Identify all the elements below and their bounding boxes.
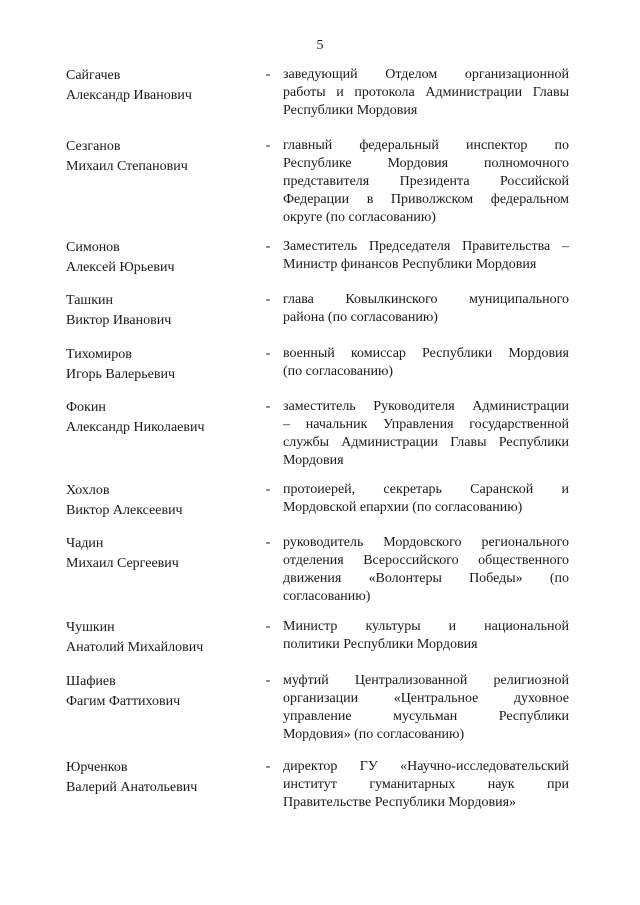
member-name bbox=[66, 345, 251, 385]
page-number: 5 bbox=[316, 38, 324, 53]
position-line: политики Республики Мордовия bbox=[283, 637, 478, 652]
position-line: отделения Всероссийского общественного bbox=[283, 553, 569, 568]
member-position bbox=[283, 534, 569, 606]
member-name bbox=[66, 758, 251, 798]
position-line: военный комиссар Республики Мордовия bbox=[283, 346, 569, 361]
position-line: – начальник Управления государственной bbox=[283, 417, 569, 432]
member-name bbox=[66, 672, 251, 712]
position-line: директор ГУ «Научно-исследовательский bbox=[283, 759, 569, 774]
separator-dash: - bbox=[265, 67, 271, 82]
member-position bbox=[283, 66, 569, 120]
position-line: глава Ковылкинского муниципального bbox=[283, 292, 569, 307]
separator-dash: - bbox=[265, 399, 271, 414]
position-line: движения «Волонтеры Победы» (по bbox=[283, 571, 569, 586]
separator-dash: - bbox=[265, 619, 271, 634]
position-line: Министр культуры и национальной bbox=[283, 619, 569, 634]
member-surname: Симонов bbox=[66, 240, 120, 255]
member-given-names: Александр Николаевич bbox=[66, 420, 205, 435]
position-line: заведующий Отделом организационной bbox=[283, 67, 569, 82]
position-line: Мордовия bbox=[283, 453, 344, 468]
member-position bbox=[283, 398, 569, 470]
position-line: Мордовия» (по согласованию) bbox=[283, 727, 465, 742]
member-given-names: Алексей Юрьевич bbox=[66, 260, 175, 275]
member-surname: Чушкин bbox=[66, 620, 115, 635]
member-position bbox=[283, 481, 569, 517]
separator-dash: - bbox=[265, 292, 271, 307]
separator-dash: - bbox=[265, 138, 271, 153]
member-name bbox=[66, 481, 251, 521]
position-line: муфтий Централизованной религиозной bbox=[283, 673, 569, 688]
position-line: организации «Центральное духовное bbox=[283, 691, 569, 706]
member-name bbox=[66, 398, 251, 438]
member-surname: Ташкин bbox=[66, 293, 113, 308]
separator-dash: - bbox=[265, 346, 271, 361]
member-given-names: Виктор Алексеевич bbox=[66, 503, 183, 518]
member-given-names: Анатолий Михайлович bbox=[66, 640, 204, 655]
member-surname: Хохлов bbox=[66, 483, 110, 498]
position-line: институт гуманитарных наук при bbox=[283, 777, 569, 792]
separator-dash: - bbox=[265, 673, 271, 688]
separator-dash: - bbox=[265, 482, 271, 497]
member-surname: Юрченков bbox=[66, 760, 128, 775]
position-line: руководитель Мордовского регионального bbox=[283, 535, 569, 550]
position-line: Министр финансов Республики Мордовия bbox=[283, 257, 537, 272]
member-surname: Тихомиров bbox=[66, 347, 132, 362]
position-line: Мордовской епархии (по согласованию) bbox=[283, 500, 523, 515]
member-position bbox=[283, 672, 569, 744]
member-surname: Фокин bbox=[66, 400, 106, 415]
member-position bbox=[283, 618, 569, 654]
separator-dash: - bbox=[265, 759, 271, 774]
member-given-names: Виктор Иванович bbox=[66, 313, 172, 328]
member-surname: Сайгачев bbox=[66, 68, 121, 83]
position-line: Федерации в Приволжском федеральном bbox=[283, 192, 569, 207]
position-line: округе (по согласованию) bbox=[283, 210, 436, 225]
member-given-names: Михаил Сергеевич bbox=[66, 556, 179, 571]
member-surname: Сезганов bbox=[66, 139, 121, 154]
member-name bbox=[66, 534, 251, 574]
position-line: протоиерей, секретарь Саранской и bbox=[283, 482, 569, 497]
member-surname: Шафиев bbox=[66, 674, 116, 689]
position-line: управление мусульман Республики bbox=[283, 709, 569, 724]
member-surname: Чадин bbox=[66, 536, 104, 551]
member-given-names: Фагим Фаттихович bbox=[66, 694, 181, 709]
member-position bbox=[283, 238, 569, 274]
separator-dash: - bbox=[265, 535, 271, 550]
position-line: службы Администрации Главы Республики bbox=[283, 435, 569, 450]
position-line: Республике Мордовия полномочного bbox=[283, 156, 569, 171]
member-position bbox=[283, 758, 569, 812]
member-given-names: Александр Иванович bbox=[66, 88, 192, 103]
position-line: согласованию) bbox=[283, 589, 371, 604]
member-name bbox=[66, 66, 251, 106]
position-line: работы и протокола Администрации Главы bbox=[283, 85, 569, 100]
member-name bbox=[66, 291, 251, 331]
member-position bbox=[283, 345, 569, 381]
member-given-names: Михаил Степанович bbox=[66, 159, 188, 174]
member-position bbox=[283, 137, 569, 227]
member-name bbox=[66, 618, 251, 658]
member-position bbox=[283, 291, 569, 327]
member-name bbox=[66, 238, 251, 278]
member-name bbox=[66, 137, 251, 177]
position-line: заместитель Руководителя Администрации bbox=[283, 399, 569, 414]
member-given-names: Игорь Валерьевич bbox=[66, 367, 176, 382]
position-line: Правительстве Республики Мордовия» bbox=[283, 795, 517, 810]
position-line: Заместитель Председателя Правительства – bbox=[283, 239, 569, 254]
separator-dash: - bbox=[265, 239, 271, 254]
position-line: (по согласованию) bbox=[283, 364, 394, 379]
member-given-names: Валерий Анатольевич bbox=[66, 780, 198, 795]
position-line: представителя Президента Российской bbox=[283, 174, 569, 189]
position-line: главный федеральный инспектор по bbox=[283, 138, 569, 153]
position-line: Республики Мордовия bbox=[283, 103, 418, 118]
position-line: района (по согласованию) bbox=[283, 310, 438, 325]
